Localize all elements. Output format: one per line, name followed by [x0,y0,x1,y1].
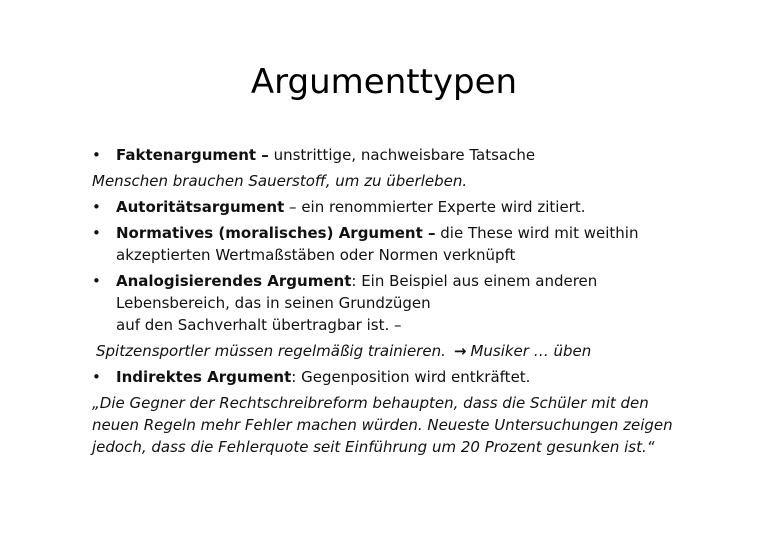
text-analogisierendes-argument: : Ein Beispiel aus einem anderen [351,272,598,290]
bullet-dot-icon: • [92,368,101,386]
quote-line-3: jedoch, dass die Fehlerquote seit Einführung um 20 Prozent gesunken ist.“ [92,438,655,456]
slide-content [92,140,712,462]
bullet-dot-icon: • [92,198,101,216]
term-autoritaetsargument: Autoritätsargument [116,198,285,216]
example-analogisierendes [92,340,712,362]
example-indirektes-quote [92,392,712,458]
analogisierendes-line-3: auf den Sachverhalt übertragbar ist. – [116,316,402,334]
quote-line-2: neuen Regeln mehr Fehler machen würden. Neueste Untersuchungen zeigen [92,416,673,434]
bullet-normatives-argument [92,222,712,266]
quote-line-1: „Die Gegner der Rechtschreibreform behaupten, dass die Schüler mit den [92,394,649,412]
bullet-faktenargument [92,144,712,166]
term-analogisierendes-argument: Analogisierendes Argument [116,272,352,290]
bullet-dot-icon: • [92,146,101,164]
analogisierendes-line-2: Lebensbereich, das in seinen Grundzügen [116,294,431,312]
slide-title: Argumenttypen [250,62,518,102]
normatives-line-1 [116,222,712,244]
text-autoritaetsargument: – ein renommierter Experte wird zitiert. [284,198,586,216]
example-faktenargument: Menschen brauchen Sauerstoff, um zu überleben. [92,172,468,190]
bullet-dot-icon: • [92,272,101,290]
arrow-right-icon: → [453,342,467,360]
normatives-line-2: akzeptierten Wertmaßstäben oder Normen verknüpft [116,246,516,264]
term-indirektes-argument: Indirektes Argument [116,368,292,386]
analogisierendes-line-1 [116,270,712,292]
term-normatives-argument: Normatives (moralisches) Argument – [116,224,436,242]
bullet-dot-icon: • [92,224,101,242]
text-indirektes-argument: : Gegenposition wird entkräftet. [291,368,531,386]
text-faktenargument: unstrittige, nachweisbare Tatsache [268,146,536,164]
bullet-indirektes-argument [92,366,712,388]
example-analog-right: Musiker … üben [470,342,592,360]
bullet-autoritaetsargument [92,196,712,218]
example-analog-left: Spitzensportler müssen regelmäßig trainieren. [96,342,446,360]
text-normatives-argument: die These wird mit weithin [435,224,639,242]
bullet-analogisierendes-argument [92,270,712,336]
term-faktenargument: Faktenargument – [116,146,269,164]
